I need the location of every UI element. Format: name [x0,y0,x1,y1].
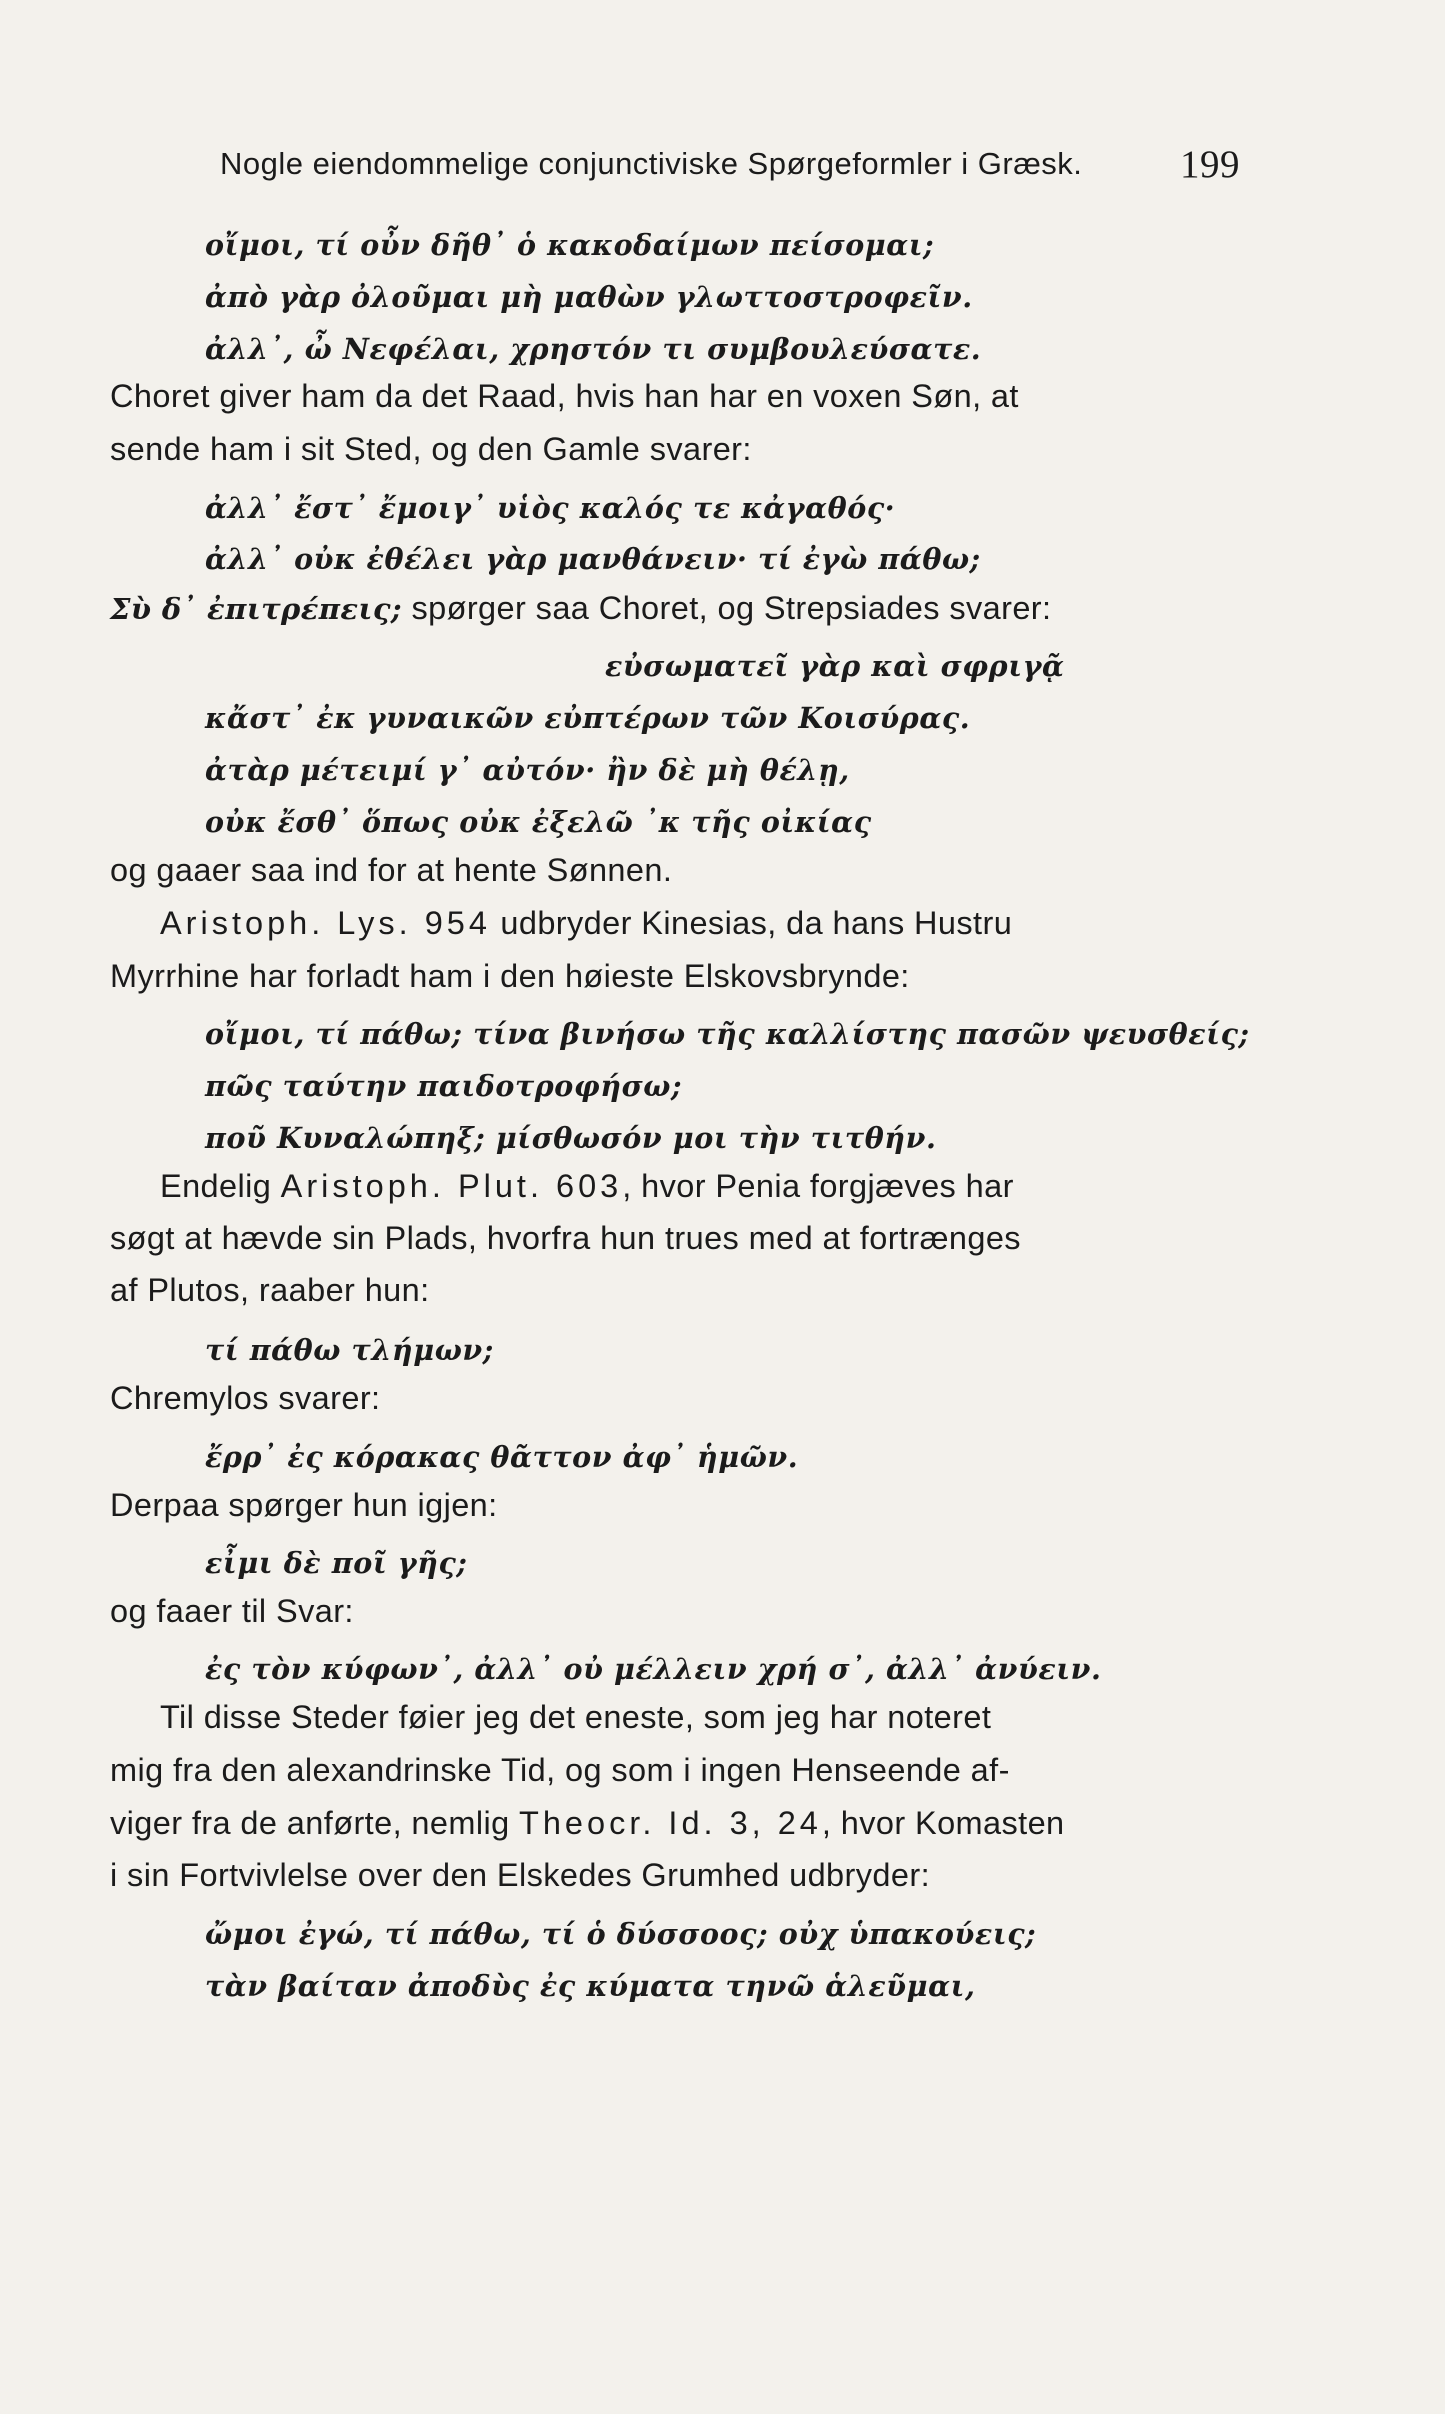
text-line: i sin Fortvivlelse over den Elskedes Grumhed udbryder: [110,1857,931,1893]
greek-quote-line: κἄστ᾽ ἐκ γυναικῶν εὐπτέρων τῶν Κοισύρας. [205,701,971,735]
text-line: Myrrhine har forladt ham i den høieste Elskovsbrynde: [110,958,910,994]
text-line: Derpaa spørger hun igjen: [110,1487,498,1523]
paragraph-start-line [160,905,1012,942]
greek-quote-line: πῶς ταύτην παιδοτροφήσω; [205,1069,683,1103]
greek-phrase: Σὺ δ᾽ ἐπιτρέπεις; [110,592,403,626]
text-line: sende ham i sit Sted, og den Gamle svarer: [110,431,752,467]
text-fragment: udbryder Kinesias, da hans Hustru [490,905,1013,941]
text-line: og faaer til Svar: [110,1593,354,1629]
text-line: Choret giver ham da det Raad, hvis han har en voxen Søn, at [110,378,1019,414]
mixed-text-line [110,1805,1065,1842]
greek-quote-line: ἀλλ᾽, ὦ Νεφέλαι, χρηστόν τι συμβουλεύσατε. [205,332,982,366]
citation: Theocr. Id. 3, 24 [519,1805,822,1841]
citation: Aristoph. Plut. 603 [280,1168,623,1204]
mixed-text-line [110,590,1051,627]
citation: Aristoph. Lys. 954 [160,905,491,941]
greek-quote-line: ποῦ Κυναλώπηξ; μίσθωσόν μοι τὴν τιτθήν. [205,1121,937,1155]
running-title: Nogle eiendommelige conjunctiviske Spørgeformler i Græsk. [220,146,1083,181]
text-fragment: spørger saa Choret, og Strepsiades svarer: [402,590,1052,626]
text-fragment: , hvor Penia forgjæves har [622,1168,1014,1204]
text-line: og gaaer saa ind for at hente Sønnen. [110,852,673,888]
greek-quote-line: ἐς τὸν κύφων᾽, ἀλλ᾽ οὐ μέλλειν χρή σ᾽, ἀλλ᾽ ἀνύειν. [205,1652,1102,1686]
greek-quote-line: οὐκ ἔσθ᾽ ὅπως οὐκ ἐξελῶ ᾽κ τῆς οἰκίας [205,805,872,839]
page-header [220,142,1240,190]
greek-quote-line: ἀπὸ γὰρ ὀλοῦμαι μὴ μαθὼν γλωττοστροφεῖν. [205,280,973,314]
paragraph-start-line: Til disse Steder føier jeg det eneste, som jeg har noteret [160,1699,992,1735]
text-fragment: viger fra de anførte, nemlig [110,1805,519,1841]
text-line: mig fra den alexandrinske Tid, og som i ingen Henseende af- [110,1752,1010,1788]
text-line: Chremylos svarer: [110,1380,381,1416]
greek-quote-line: τὰν βαίταν ἀποδὺς ἐς κύματα τηνῶ ἁλεῦμαι, [205,1969,976,2003]
greek-quote-line: ἀλλ᾽ ἔστ᾽ ἔμοιγ᾽ υἱὸς καλός τε κἀγαθός· [205,491,896,525]
greek-quote-line: οἴμοι, τί πάθω; τίνα βινήσω τῆς καλλίστης πασῶν ψευσθείς; [205,1017,1250,1051]
greek-quote-line: ἀτὰρ μέτειμί γ᾽ αὐτόν· ἢν δὲ μὴ θέλῃ, [205,753,850,787]
greek-quote-line: εὐσωματεῖ γὰρ καὶ σφριγᾷ [605,649,1065,683]
text-fragment: , hvor Komasten [821,1805,1065,1841]
paragraph-start-line [160,1168,1014,1205]
greek-quote-line: οἴμοι, τί οὖν δῆθ᾽ ὁ κακοδαίμων πείσομαι; [205,228,935,262]
greek-quote-line: ἔρρ᾽ ἐς κόρακας θᾶττον ἀφ᾽ ἡμῶν. [205,1440,799,1474]
text-line: søgt at hævde sin Plads, hvorfra hun trues med at fortrænges [110,1220,1021,1256]
page-number: 199 [1180,143,1240,186]
greek-quote-line: τί πάθω τλήμων; [205,1333,494,1367]
greek-quote-line: ὤμοι ἐγώ, τί πάθω, τί ὁ δύσσοος; οὐχ ὑπακούεις; [205,1917,1037,1951]
greek-quote-line: ἀλλ᾽ οὐκ ἐθέλει γὰρ μανθάνειν· τί ἐγὼ πάθω; [205,542,981,576]
text-fragment: Endelig [160,1168,281,1204]
text-line: af Plutos, raaber hun: [110,1272,430,1308]
greek-quote-line: εἶμι δὲ ποῖ γῆς; [205,1546,468,1580]
